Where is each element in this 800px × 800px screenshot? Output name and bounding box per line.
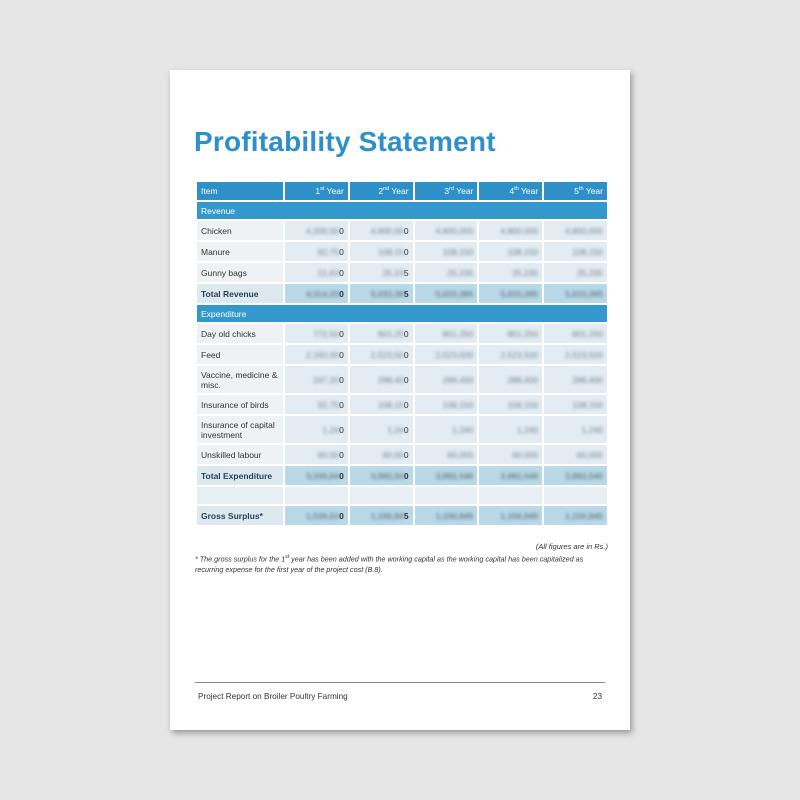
section-expenditure <box>197 305 607 322</box>
cell-year-2 <box>350 284 413 303</box>
cell-value-last-digit: 5 <box>403 288 409 299</box>
cell-value: 108,150 <box>572 246 603 257</box>
cell-value-last-digit: 0 <box>339 424 344 435</box>
cell-year-3 <box>415 345 478 364</box>
cell-value-last-digit: 0 <box>339 399 344 410</box>
cell-year-4 <box>479 395 542 414</box>
cell-year-3 <box>415 506 478 525</box>
cell-year-1 <box>285 242 348 261</box>
section-revenue <box>197 202 607 219</box>
cell-value: 3,882,540 <box>435 470 474 481</box>
cell-value-last-digit: 0 <box>403 328 409 339</box>
cell-value: 288,40 <box>377 374 404 385</box>
cell-value: 25,23 <box>382 267 404 278</box>
row-label: Gunny bags <box>197 263 283 282</box>
cell-value: 60,000 <box>512 449 539 460</box>
cell-value: 2,523,50 <box>370 349 404 360</box>
cell-value: 288,400 <box>442 374 474 385</box>
cell-value-last-digit: 0 <box>403 424 409 435</box>
row-label: Feed <box>197 345 283 364</box>
cell-value-last-digit: 0 <box>339 328 344 339</box>
cell-value-last-digit: 0 <box>339 246 344 257</box>
cell-value: 21,63 <box>317 267 340 278</box>
cell-value: 2,523,500 <box>565 349 603 360</box>
cell-value: 5,033,385 <box>435 288 474 299</box>
cell-year-4 <box>479 506 542 525</box>
figures-note: (All figures are in Rs.) <box>535 542 608 551</box>
cell-value-last-digit: 0 <box>339 374 344 385</box>
cell-year-1 <box>285 324 348 343</box>
cell-year-5 <box>544 221 607 240</box>
table-header-row <box>197 182 607 200</box>
cell-year-2 <box>350 466 413 485</box>
footer-divider <box>195 682 605 683</box>
cell-year-3 <box>415 242 478 261</box>
cell-year-1 <box>285 221 348 240</box>
row-label: Gross Surplus* <box>197 506 283 525</box>
table-row <box>197 345 607 364</box>
cell-year-5 <box>544 445 607 464</box>
cell-year-1 <box>285 263 348 282</box>
cell-year-2 <box>350 395 413 414</box>
cell-year-3 <box>415 284 478 303</box>
cell-year-5 <box>544 416 607 443</box>
cell-year-2 <box>350 221 413 240</box>
row-label: Total Revenue <box>197 284 283 303</box>
cell-value-last-digit: 0 <box>339 470 344 481</box>
cell-year-3 <box>415 324 478 343</box>
cell-value: 4,800,00 <box>370 225 404 236</box>
cell-year-3 <box>415 466 478 485</box>
row-label: Unskilled labour <box>197 445 283 464</box>
header-year-3: 3rd Year <box>415 182 478 200</box>
cell-value-last-digit: 0 <box>339 349 344 360</box>
spacer-cell <box>479 487 542 504</box>
cell-year-5 <box>544 366 607 393</box>
spacer-cell <box>544 487 607 504</box>
cell-year-1 <box>285 284 348 303</box>
cell-year-4 <box>479 366 542 393</box>
row-label: Insurance of capital investment <box>197 416 283 443</box>
cell-year-3 <box>415 366 478 393</box>
cell-value: 3,882,540 <box>565 470 603 481</box>
cell-year-2 <box>350 345 413 364</box>
table-row <box>197 445 607 464</box>
cell-value: 288,400 <box>507 374 539 385</box>
header-year-1: 1st Year <box>285 182 348 200</box>
total-expenditure-row <box>197 466 607 485</box>
table-row <box>197 242 607 261</box>
cell-value: 108,150 <box>442 399 474 410</box>
cell-value: 3,336,64 <box>305 470 340 481</box>
cell-value: 801,250 <box>442 328 474 339</box>
table-row <box>197 263 607 282</box>
cell-year-1 <box>285 445 348 464</box>
spacer-cell <box>415 487 478 504</box>
cell-value: 1,240 <box>452 424 474 435</box>
cell-year-3 <box>415 416 478 443</box>
cell-value-last-digit: 0 <box>339 267 344 278</box>
cell-year-2 <box>350 324 413 343</box>
cell-value-last-digit: 0 <box>403 399 409 410</box>
cell-value: 772,50 <box>313 328 340 339</box>
section-revenue-label: Revenue <box>197 202 607 219</box>
row-label: Chicken <box>197 221 283 240</box>
header-year-2: 2nd Year <box>350 182 413 200</box>
cell-year-3 <box>415 395 478 414</box>
cell-value: 92,75 <box>317 399 340 410</box>
cell-year-2 <box>350 445 413 464</box>
cell-value: 25,235 <box>447 267 474 278</box>
cell-value: 25,235 <box>577 267 603 278</box>
cell-value: 1,24 <box>387 424 404 435</box>
cell-value: 60,000 <box>577 449 603 460</box>
row-label: Manure <box>197 242 283 261</box>
cell-value: 1,24 <box>322 424 340 435</box>
cell-value: 92,75 <box>317 246 340 257</box>
spacer-row <box>197 487 607 504</box>
cell-value: 108,150 <box>572 399 603 410</box>
cell-value-last-digit: 0 <box>339 225 344 236</box>
cell-year-1 <box>285 416 348 443</box>
cell-year-2 <box>350 242 413 261</box>
cell-value: 108,15 <box>377 399 404 410</box>
cell-value: 1,150,84 <box>370 510 404 521</box>
cell-value: 5,033,385 <box>565 288 603 299</box>
cell-year-2 <box>350 366 413 393</box>
cell-value-last-digit: 0 <box>339 449 344 460</box>
cell-year-4 <box>479 284 542 303</box>
spacer-cell <box>285 487 348 504</box>
cell-value: 108,15 <box>377 246 404 257</box>
table-row <box>197 221 607 240</box>
cell-value: 1,240 <box>516 424 539 435</box>
cell-value: 108,150 <box>442 246 474 257</box>
spacer-cell <box>197 487 283 504</box>
cell-value: 2,160,00 <box>305 349 340 360</box>
cell-value-last-digit: 0 <box>403 349 409 360</box>
cell-value-last-digit: 0 <box>403 470 409 481</box>
cell-value: 4,800,000 <box>435 225 474 236</box>
cell-value: 5,033,38 <box>370 288 404 299</box>
cell-value: 4,314,33 <box>305 288 340 299</box>
cell-value: 801,250 <box>572 328 603 339</box>
cell-value: 108,150 <box>507 399 539 410</box>
cell-year-2 <box>350 263 413 282</box>
cell-year-5 <box>544 263 607 282</box>
row-label: Day old chicks <box>197 324 283 343</box>
cell-value: 801,250 <box>507 328 539 339</box>
cell-value-last-digit: 0 <box>403 246 409 257</box>
cell-value: 60,00 <box>382 449 404 460</box>
cell-value: 4,800,000 <box>500 225 539 236</box>
cell-value-last-digit: 5 <box>403 510 409 521</box>
cell-value: 2,523,500 <box>500 349 539 360</box>
cell-value: 4,800,000 <box>565 225 603 236</box>
page-number: 23 <box>592 692 602 701</box>
cell-year-5 <box>544 284 607 303</box>
cell-year-4 <box>479 263 542 282</box>
cell-year-4 <box>479 242 542 261</box>
cell-value: 60,000 <box>447 449 474 460</box>
total-revenue-row <box>197 284 607 303</box>
cell-value: 3,882,54 <box>370 470 404 481</box>
cell-year-4 <box>479 445 542 464</box>
document-page <box>170 70 630 730</box>
profitability-table <box>195 180 609 527</box>
row-label: Vaccine, medicine & misc. <box>197 366 283 393</box>
cell-value-last-digit: 0 <box>339 510 344 521</box>
footnote: * The gross surplus for the 1st year has been added with the working capital as the working capital has been capitalized as recurring expense for the first year of the project cost (B.8). <box>195 554 584 575</box>
cell-year-4 <box>479 345 542 364</box>
cell-year-4 <box>479 466 542 485</box>
spacer-cell <box>350 487 413 504</box>
section-expenditure-label: Expenditure <box>197 305 607 322</box>
cell-value-last-digit: 0 <box>403 225 409 236</box>
cell-year-4 <box>479 221 542 240</box>
cell-value: 60,00 <box>317 449 340 460</box>
cell-value: 2,523,500 <box>435 349 474 360</box>
cell-value-last-digit: 5 <box>403 267 409 278</box>
cell-value: 108,150 <box>507 246 539 257</box>
table-row <box>197 416 607 443</box>
cell-year-5 <box>544 345 607 364</box>
cell-year-1 <box>285 345 348 364</box>
cell-year-1 <box>285 506 348 525</box>
cell-value-last-digit: 0 <box>403 374 409 385</box>
gross-surplus-row <box>197 506 607 525</box>
cell-value: 1,536,63 <box>305 510 340 521</box>
cell-year-3 <box>415 445 478 464</box>
cell-year-1 <box>285 466 348 485</box>
cell-value: 25,235 <box>512 267 539 278</box>
cell-year-2 <box>350 506 413 525</box>
cell-value: 288,400 <box>572 374 603 385</box>
cell-year-5 <box>544 395 607 414</box>
cell-value: 801,25 <box>377 328 404 339</box>
cell-year-1 <box>285 366 348 393</box>
header-item: Item <box>197 182 283 200</box>
cell-year-3 <box>415 221 478 240</box>
footer-title: Project Report on Broiler Poultry Farming <box>198 692 348 701</box>
cell-year-5 <box>544 506 607 525</box>
cell-year-4 <box>479 416 542 443</box>
cell-year-5 <box>544 466 607 485</box>
header-year-4: 4th Year <box>479 182 542 200</box>
cell-value: 4,200,00 <box>305 225 340 236</box>
cell-value: 1,150,845 <box>435 510 474 521</box>
header-year-5: 5th Year <box>544 182 607 200</box>
cell-year-5 <box>544 324 607 343</box>
cell-year-1 <box>285 395 348 414</box>
table-row <box>197 395 607 414</box>
cell-year-5 <box>544 242 607 261</box>
cell-value: 5,033,385 <box>500 288 539 299</box>
cell-year-2 <box>350 416 413 443</box>
table-row <box>197 324 607 343</box>
cell-value: 1,150,845 <box>500 510 539 521</box>
cell-value-last-digit: 0 <box>339 288 344 299</box>
row-label: Insurance of birds <box>197 395 283 414</box>
cell-value: 247,20 <box>313 374 340 385</box>
page-title: Profitability Statement <box>194 126 496 157</box>
cell-value: 1,150,845 <box>565 510 603 521</box>
cell-year-3 <box>415 263 478 282</box>
cell-year-4 <box>479 324 542 343</box>
cell-value-last-digit: 0 <box>403 449 409 460</box>
cell-value: 3,882,540 <box>500 470 539 481</box>
cell-value: 1,240 <box>581 424 603 435</box>
row-label: Total Expenditure <box>197 466 283 485</box>
table-row <box>197 366 607 393</box>
